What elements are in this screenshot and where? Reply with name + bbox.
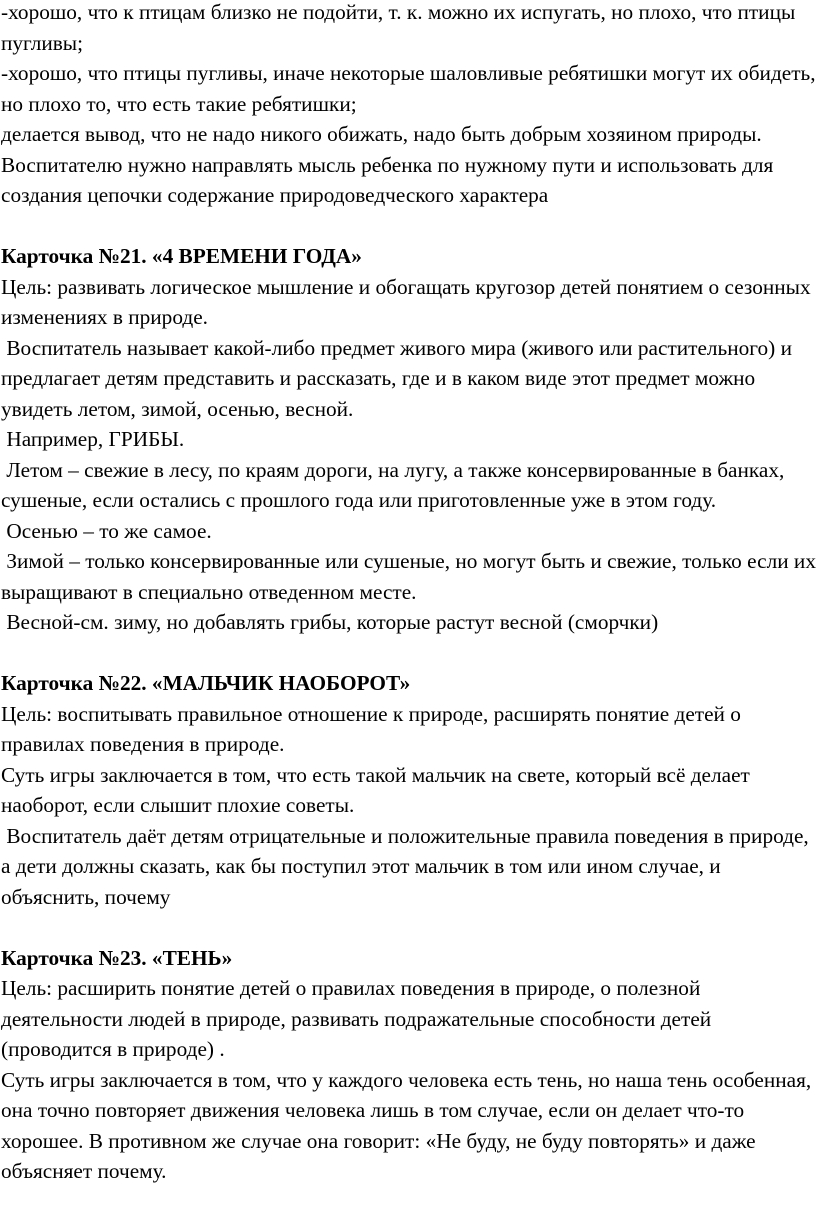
card-21-paragraph-4: Осенью – то же самое. — [6, 518, 212, 543]
card-23-section — [1, 943, 816, 1187]
card-21-title: Карточка №21. «4 ВРЕМЕНИ ГОДА» — [1, 244, 362, 268]
card-22-section — [1, 668, 816, 912]
section-gap — [1, 638, 816, 669]
card-21-paragraph-2: Например, ГРИБЫ. — [6, 427, 185, 451]
card-23-goal: Цель: расширить понятие детей о правилах поведения в природе, о полезной деятельности людей в природе, развивать подражательные способности детей (проводится в природе) . — [1, 976, 712, 1061]
card-23-paragraph-1: Суть игры заключается в том, что у каждого человека есть тень, но наша тень особенная, она точно повторяет движения человека лишь в том случае, если он делает что-то хорошее. В противном же случае она говорит: «Не буду, не буду повторять» и даже объясняет почему. — [1, 1067, 812, 1183]
section-gap — [1, 912, 816, 943]
card-22-paragraph-2: Воспитатель даёт детям отрицательные и положительные правила поведения в природе, а дети должны сказать, как бы поступил этот мальчик в том или ином случае, и объяснить, почему — [1, 823, 809, 909]
card-21-paragraph-5: Зимой – только консервированные или сушеные, но могут быть и свежие, только если их выращивают в специально отведенном месте. — [1, 549, 816, 604]
card-21-goal: Цель: развивать логическое мышление и обогащать кругозор детей понятием о сезонных изменениях в природе. — [1, 274, 811, 329]
card-21-paragraph-3: Летом – свежие в лесу, по краям дороги, на лугу, а также консервированные в банках, сушеные, если остались с прошлого года или приготовленные уже в этом году. — [1, 457, 785, 512]
intro-paragraph-2: -хорошо, что птицы пугливы, иначе некоторые шаловливые ребятишки могут их обидеть, но плохо то, что есть такие ребятишки; — [1, 61, 816, 116]
card-23-title: Карточка №23. «ТЕНЬ» — [1, 945, 233, 970]
card-21-paragraph-6: Весной-см. зиму, но добавлять грибы, которые растут весной (сморчки) — [6, 610, 659, 634]
intro-paragraph-1: -хорошо, что к птицам близко не подойти, т. к. можно их испугать, но плохо, что птицы пугливы; — [1, 0, 796, 55]
intro-paragraph-3: делается вывод, что не надо никого обижать, надо быть добрым хозяином природы. Воспитателю нужно направлять мысль ребенка по нужному пути и использовать для создания цепочки содержание природоведческого характера — [1, 122, 774, 207]
card-21-paragraph-1: Воспитатель называет какой-либо предмет живого мира (живого или растительного) и предлагает детям представить и рассказать, где и в каком виде этот предмет можно увидеть летом, зимой, осенью, весной. — [1, 335, 792, 421]
card-22-title: Карточка №22. «МАЛЬЧИК НАОБОРОТ» — [1, 671, 411, 695]
card-22-goal: Цель: воспитывать правильное отношение к природе, расширять понятие детей о правилах поведения в природе. — [1, 701, 741, 756]
card-21-section — [1, 241, 816, 638]
card-22-paragraph-1: Суть игры заключается в том, что есть такой мальчик на свете, который всё делает наоборот, если слышит плохие советы. — [1, 762, 750, 817]
section-gap — [1, 211, 816, 242]
